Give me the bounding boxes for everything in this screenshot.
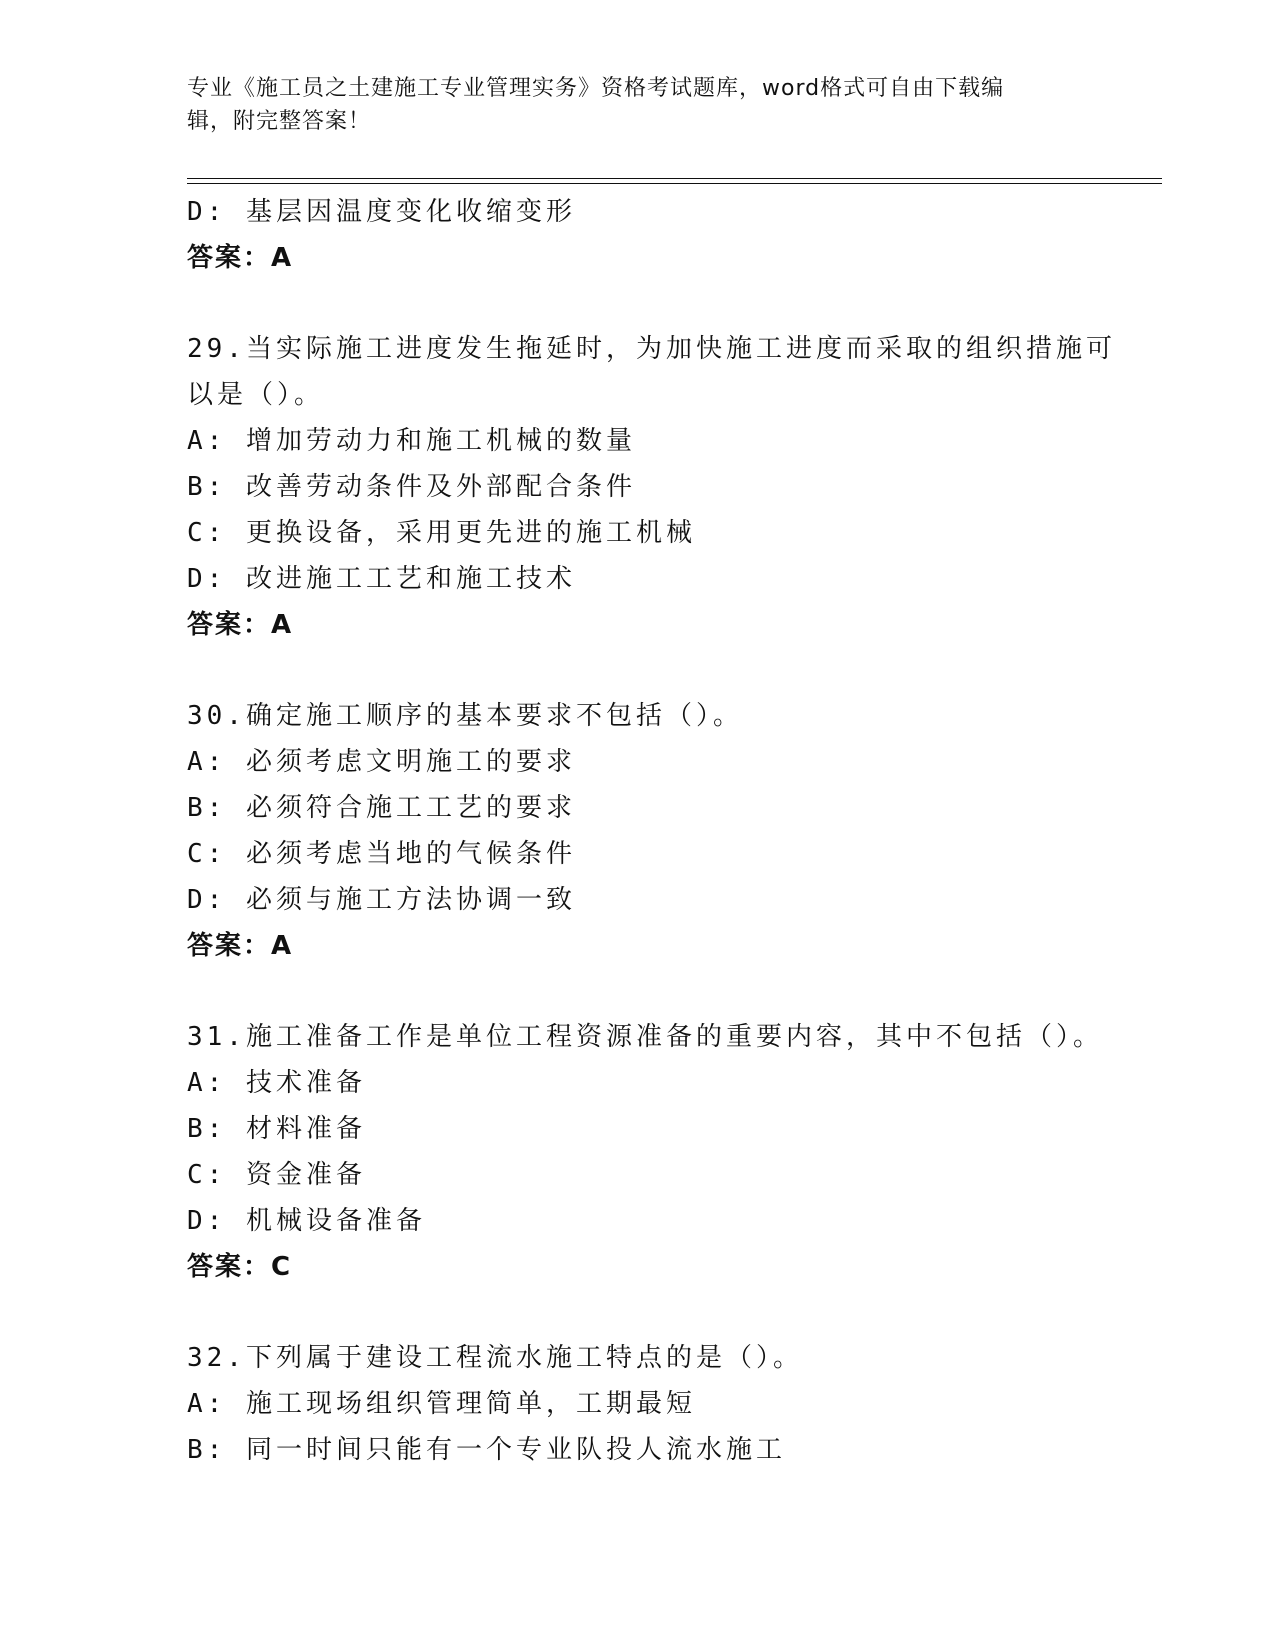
answer-line: 答案：A (187, 931, 294, 961)
question-list (187, 189, 1116, 1473)
option-b: B: 必须符合施工工艺的要求 (187, 793, 576, 823)
answer-line: 答案：C (187, 1252, 293, 1282)
option-d: D: 必须与施工方法协调一致 (187, 885, 576, 915)
option-c: C: 资金准备 (187, 1160, 366, 1190)
header-line-2: 辑，附完整答案！ (187, 109, 372, 134)
option-a: A: 技术准备 (187, 1068, 366, 1098)
question-29 (187, 326, 1116, 648)
option-b: B: 材料准备 (187, 1114, 366, 1144)
option-d: D: 机械设备准备 (187, 1206, 426, 1236)
answer-line: 答案：A (187, 243, 294, 273)
header-line-1: 专业《施工员之土建施工专业管理实务》资格考试题库，word格式可自由下载编 (187, 76, 1005, 101)
question-stem: 30.确定施工顺序的基本要求不包括（）。 (187, 701, 743, 731)
answer-line: 答案：A (187, 610, 294, 640)
question-30 (187, 693, 1087, 969)
option-a: A: 施工现场组织管理简单，工期最短 (187, 1389, 696, 1419)
document-header (187, 72, 1087, 138)
option-b: B: 改善劳动条件及外部配合条件 (187, 472, 636, 502)
question-stem: 32.下列属于建设工程流水施工特点的是（）。 (187, 1343, 803, 1373)
question-stem: 31.施工准备工作是单位工程资源准备的重要内容，其中不包括（）。 (187, 1022, 1103, 1052)
option-a: A: 增加劳动力和施工机械的数量 (187, 426, 636, 456)
option-c: C: 必须考虑当地的气候条件 (187, 839, 576, 869)
header-divider-top (187, 178, 1162, 179)
header-divider-bottom (187, 183, 1162, 184)
option-d: D: 改进施工工艺和施工技术 (187, 564, 576, 594)
question-stem: 29.当实际施工进度发生拖延时，为加快施工进度而采取的组织措施可 (187, 334, 1116, 364)
question-stem-continued: 以是（）。 (187, 380, 325, 410)
option-a: A: 必须考虑文明施工的要求 (187, 747, 576, 777)
question-32 (187, 1335, 1087, 1473)
question-31 (187, 1014, 1103, 1290)
option-b: B: 同一时间只能有一个专业队投人流水施工 (187, 1435, 786, 1465)
option-d: D: 基层因温度变化收缩变形 (187, 197, 576, 227)
option-c: C: 更换设备，采用更先进的施工机械 (187, 518, 696, 548)
